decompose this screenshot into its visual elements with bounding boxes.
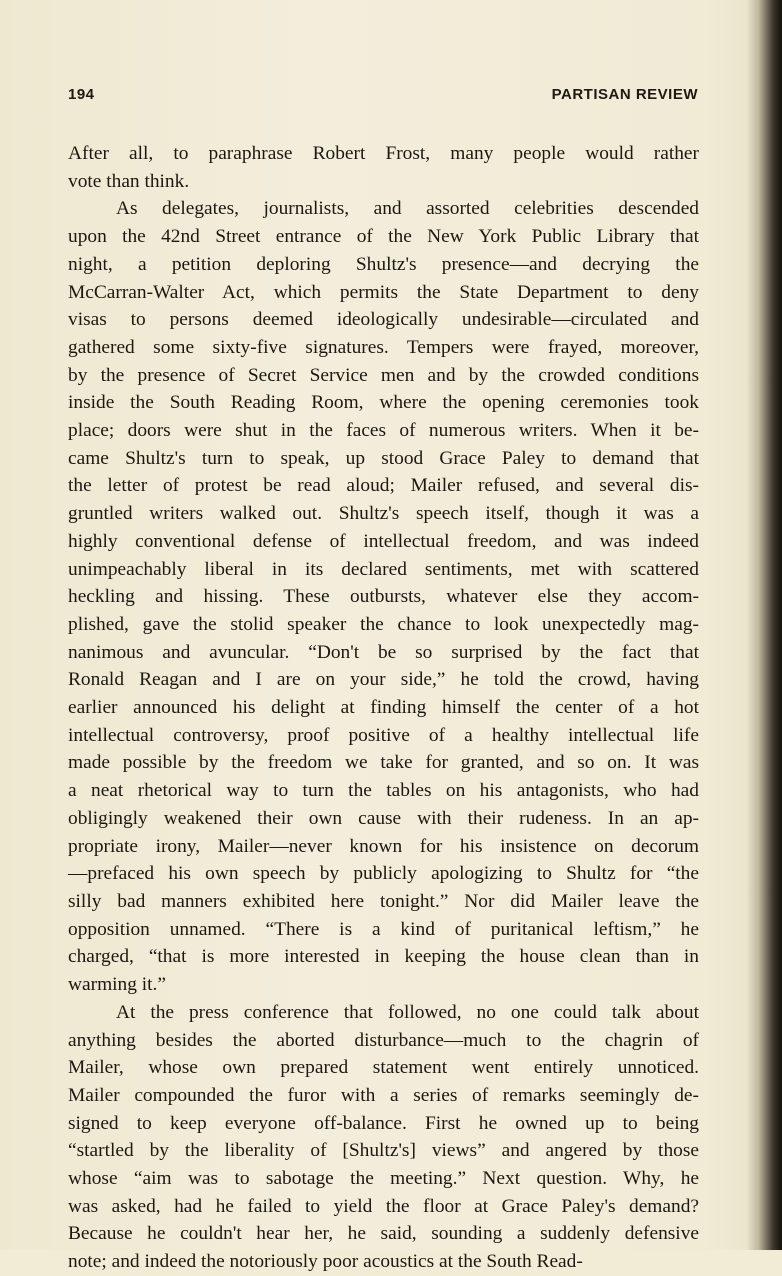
text-line: warming it.” — [68, 974, 167, 996]
text-line: Mailer, whose own prepared statement went entirely unnoticed. — [68, 1057, 699, 1079]
text-line: signed to keep everyone off-balance. First he owned up to being — [68, 1112, 699, 1134]
text-line: At the press conference that followed, no one could talk about — [116, 1001, 699, 1023]
page-header — [68, 86, 698, 108]
text-line: propriate irony, Mailer—never known for his insistence on decorum — [68, 835, 699, 857]
text-line: charged, “that is more interested in keeping the house clean than in — [68, 946, 699, 968]
text-line: Ronald Reagan and I are on your side,” he told the crowd, having — [68, 669, 699, 691]
text-line: gathered some sixty-five signatures. Tempers were frayed, moreover, — [68, 336, 699, 358]
text-line: place; doors were shut in the faces of numerous writers. When it be- — [68, 420, 699, 442]
text-line: made possible by the freedom we take for granted, and so on. It was — [68, 752, 699, 774]
running-head: PARTISAN REVIEW — [551, 86, 698, 103]
paragraph — [68, 140, 699, 195]
text-line: McCarran-Walter Act, which permits the State Department to deny — [68, 281, 699, 303]
text-line: by the presence of Secret Service men and by the crowded conditions — [68, 364, 699, 386]
body-text — [68, 140, 699, 1276]
text-line: After all, to paraphrase Robert Frost, many people would rather — [68, 143, 699, 164]
text-line: upon the 42nd Street entrance of the New York Public Library that — [68, 226, 699, 248]
text-line: visas to persons deemed ideologically undesirable—circulated and — [68, 309, 699, 331]
text-line: vote than think. — [68, 170, 190, 192]
text-line: inside the South Reading Room, where the opening ceremonies took — [68, 392, 699, 414]
text-line: anything besides the aborted disturbance—much to the chagrin of — [68, 1029, 699, 1051]
text-line: opposition unnamed. “There is a kind of puritanical leftism,” he — [68, 918, 699, 940]
paragraph — [68, 999, 699, 1276]
text-line: obligingly weakened their own cause with their rudeness. In an ap- — [68, 807, 699, 829]
page-number: 194 — [68, 86, 95, 103]
text-line: Mailer compounded the furor with a series of remarks seemingly de- — [68, 1084, 699, 1106]
text-line: unimpeachably liberal in its declared sentiments, met with scattered — [68, 558, 699, 580]
text-line: highly conventional defense of intellectual freedom, and was indeed — [68, 530, 699, 552]
text-line: came Shultz's turn to speak, up stood Grace Paley to demand that — [68, 447, 699, 469]
text-line: note; and indeed the notoriously poor acoustics at the South Read- — [68, 1251, 583, 1273]
text-line: “startled by the liberality of [Shultz's] views” and angered by those — [68, 1140, 699, 1162]
text-line: Because he couldn't hear her, he said, sounding a suddenly defensive — [68, 1223, 699, 1245]
text-line: silly bad manners exhibited here tonight.” Nor did Mailer leave the — [68, 890, 699, 912]
text-line: whose “aim was to sabotage the meeting.” Next question. Why, he — [68, 1168, 699, 1190]
text-line: a neat rhetorical way to turn the tables on his antagonists, who had — [68, 780, 699, 802]
text-line: was asked, had he failed to yield the floor at Grace Paley's demand? — [68, 1195, 699, 1217]
paragraph — [68, 195, 699, 998]
text-line: heckling and hissing. These outbursts, whatever else they accom- — [68, 586, 699, 608]
text-line: gruntled writers walked out. Shultz's speech itself, though it was a — [68, 503, 699, 525]
book-spine-shadow — [746, 0, 782, 1250]
text-line: intellectual controversy, proof positive of a healthy intellectual life — [68, 724, 699, 746]
text-line: the letter of protest be read aloud; Mailer refused, and several dis- — [68, 475, 699, 497]
text-line: As delegates, journalists, and assorted celebrities descended — [116, 198, 699, 220]
text-line: earlier announced his delight at finding himself the center of a hot — [68, 697, 699, 719]
text-line: —prefaced his own speech by publicly apologizing to Shultz for “the — [68, 863, 699, 885]
text-line: night, a petition deploring Shultz's presence—and decrying the — [68, 253, 699, 275]
text-line: nanimous and avuncular. “Don't be so surprised by the fact that — [68, 641, 699, 663]
text-line: plished, gave the stolid speaker the chance to look unexpectedly mag- — [68, 613, 699, 635]
